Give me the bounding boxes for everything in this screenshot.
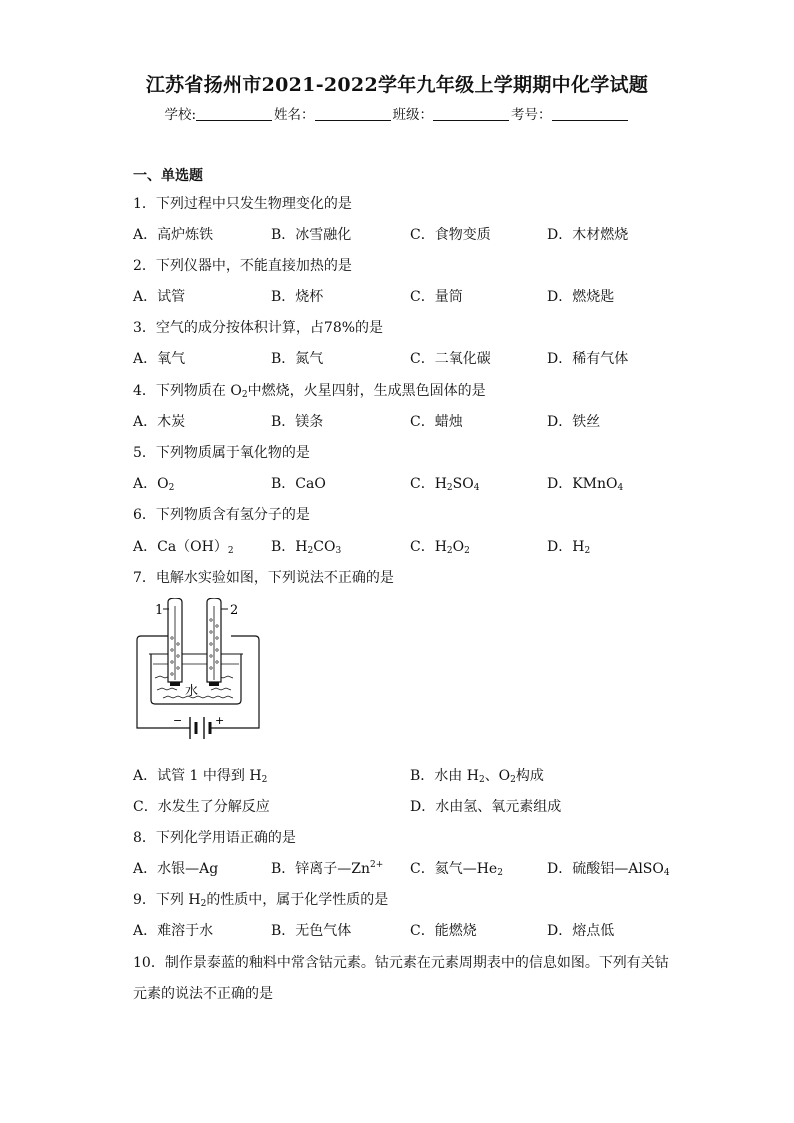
q7-option-b: B．水由 $H_2$、$O_2$构成 — [410, 768, 544, 785]
q9-option-a: A．难溶于水 — [133, 923, 214, 939]
q4-stem-pre: 4．下列物质在 O — [133, 383, 242, 399]
tube-2-label: 2 — [230, 603, 239, 618]
q3-option-d: D．稀有气体 — [547, 351, 629, 367]
question-8: 8．下列化学用语正确的是 — [133, 830, 296, 846]
q3-option-b: B．氮气 — [271, 351, 324, 367]
q5-option-c: C．$H_2SO_4$ — [410, 476, 480, 493]
q6-option-b: B．$H_2CO_3$ — [271, 539, 342, 556]
question-4 — [133, 380, 486, 400]
name-blank — [315, 107, 391, 121]
question-3: 3．空气的成分按体积计算，占78%的是 — [133, 320, 384, 336]
q4-option-b: B．镁条 — [271, 414, 324, 430]
q6-option-a: A．$Ca(OH)_2$ — [133, 539, 234, 556]
class-blank — [433, 107, 509, 121]
section-heading: 一、单选题 — [133, 168, 203, 184]
question-10-line-2: 元素的说法不正确的是 — [133, 986, 273, 1002]
q7-option-c: C．水发生了分解反应 — [133, 799, 270, 815]
q7-option-d: D．水由氢、氧元素组成 — [410, 799, 562, 815]
q9-stem-sub: 2 — [200, 899, 207, 909]
q4-stem-sub: 2 — [241, 390, 248, 400]
q3-option-a: A．氧气 — [133, 351, 186, 367]
q7-option-a: A．试管 1 中得到 $H_2$ — [133, 768, 268, 785]
q2-option-a: A．试管 — [133, 289, 186, 305]
class-label: 班级： — [392, 107, 434, 123]
question-5: 5．下列物质属于氧化物的是 — [133, 445, 310, 461]
q8-option-a: A．水银—Ag — [133, 861, 219, 877]
name-label: 姓名： — [274, 107, 315, 123]
minus-sign: − — [173, 714, 183, 727]
q9-stem-post: 的性质中，属于化学性质的是 — [206, 892, 389, 908]
question-1: 1．下列过程中只发生物理变化的是 — [133, 196, 352, 212]
q1-option-d: D．木材燃烧 — [547, 227, 629, 243]
student-info — [0, 103, 794, 123]
q4-option-a: A．木炭 — [133, 414, 186, 430]
q5-option-a: A．$O_2$ — [133, 476, 175, 493]
q6-option-d: D．$H_2$ — [547, 539, 591, 556]
question-6: 6．下列物质含有氢分子的是 — [133, 507, 310, 523]
q1-option-b: B．冰雪融化 — [271, 227, 352, 243]
q4-stem-post: 中燃烧，火星四射，生成黑色固体的是 — [247, 383, 486, 399]
question-10-line-1: 10．制作景泰蓝的釉料中常含钴元素。钴元素在元素周期表中的信息如图。下列有关钴 — [133, 955, 669, 971]
q4-option-d: D．铁丝 — [547, 414, 601, 430]
question-2: 2．下列仪器中，不能直接加热的是 — [133, 258, 352, 274]
q2-option-b: B．烧杯 — [271, 289, 324, 305]
tube-1-label: 1 — [155, 603, 164, 618]
question-9 — [133, 889, 388, 909]
plus-sign: + — [215, 714, 225, 727]
q9-stem-pre: 9．下列 H — [133, 892, 201, 908]
q9-option-b: B．无色气体 — [271, 923, 352, 939]
q2-option-d: D．燃烧匙 — [547, 289, 615, 305]
q6-option-c: C．$H_2O_2$ — [410, 539, 470, 556]
page-title: 江苏省扬州市2021-2022学年九年级上学期期中化学试题 — [145, 74, 649, 96]
water-label: 水 — [185, 684, 199, 699]
q3-option-c: C．二氧化碳 — [410, 351, 491, 367]
school-blank — [196, 107, 272, 121]
q9-option-d: D．熔点低 — [547, 923, 615, 939]
q5-option-b: B．CaO — [271, 476, 326, 492]
electrolysis-diagram — [133, 598, 263, 750]
number-blank — [552, 107, 628, 121]
q1-option-c: C．食物变质 — [410, 227, 491, 243]
q9-option-c: C．能燃烧 — [410, 923, 477, 939]
school-label: 学校: — [164, 107, 197, 123]
q8-option-d: D．硫酸铝—AlSO$_4$ — [547, 861, 670, 878]
q2-option-c: C．量筒 — [410, 289, 463, 305]
number-label: 考号： — [511, 107, 552, 123]
q8-option-c: C．氦气$—He_2$ — [410, 861, 503, 878]
q1-option-a: A．高炉炼铁 — [133, 227, 214, 243]
q5-option-d: D．KMnO$_4$ — [547, 476, 624, 493]
q8-option-b: B．锌离子$—Zn^{2+}$ — [271, 860, 384, 877]
q4-option-c: C．蜡烛 — [410, 414, 463, 430]
question-7: 7．电解水实验如图，下列说法不正确的是 — [133, 570, 394, 586]
